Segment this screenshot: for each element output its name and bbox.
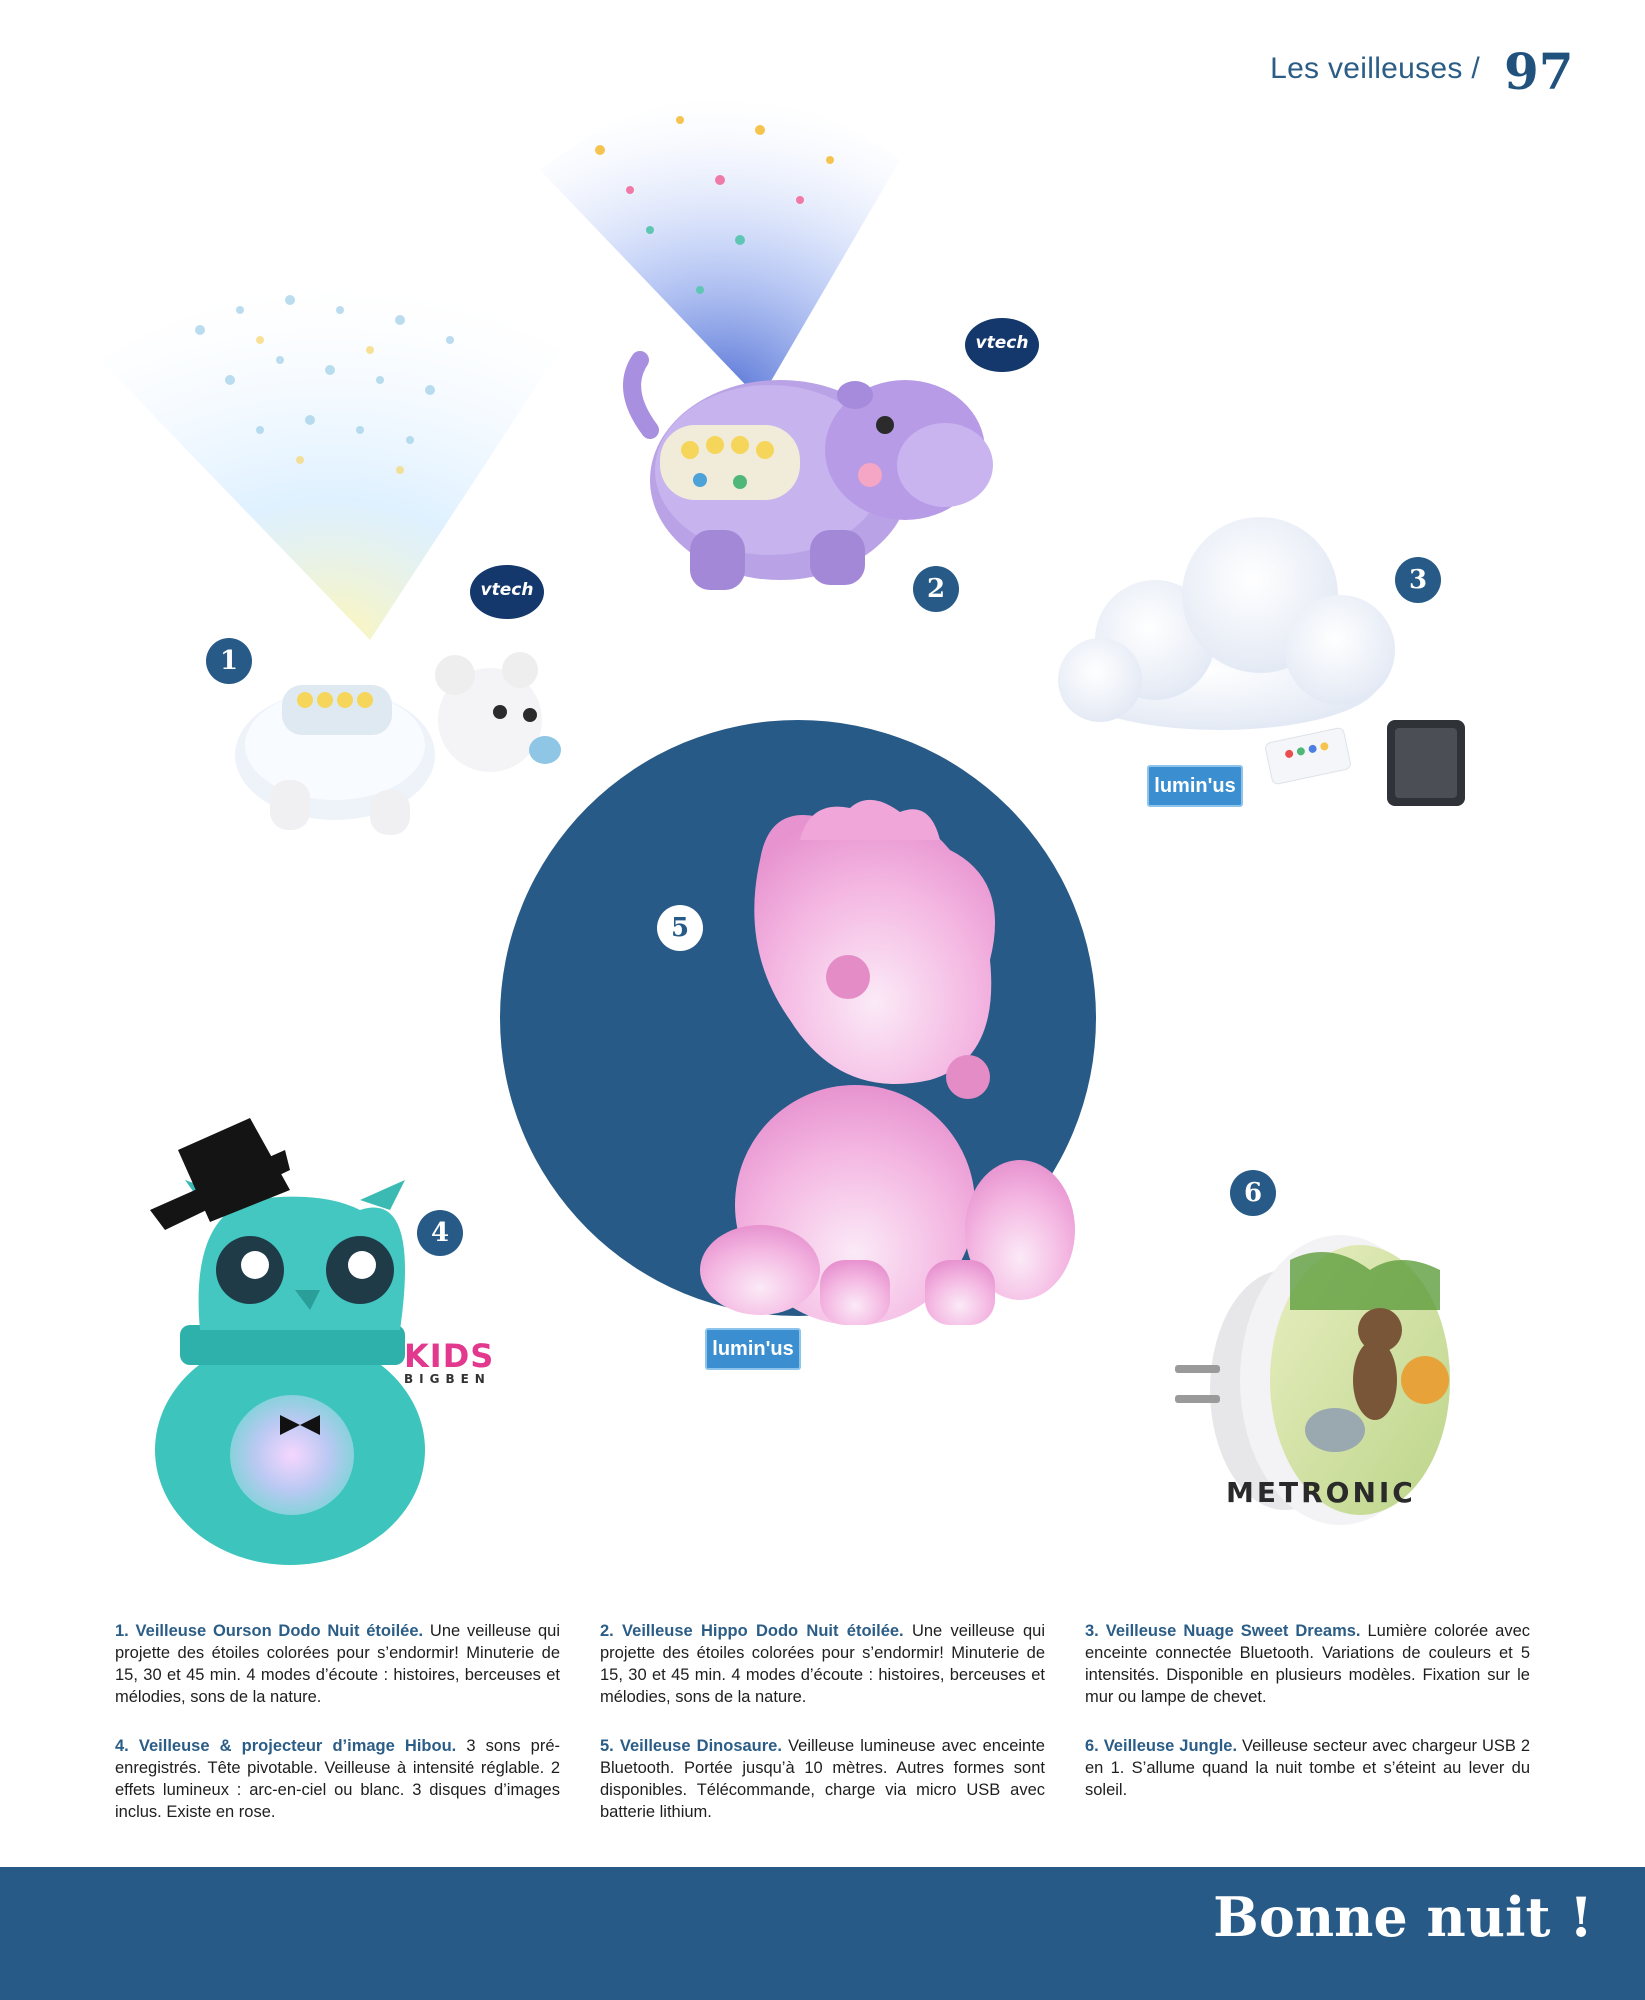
dinosaur-lamp-image	[500, 720, 1096, 1325]
product-text-3: Lumière colorée avec enceinte connectée Bluetooth. Variations de couleurs et 5 intensités. Disponible en plusieurs modèles. Fixation sur le mur ou lampe de chevet.	[1085, 1622, 1531, 1706]
product-description-5	[600, 1735, 1045, 1823]
product-description-6	[1085, 1735, 1530, 1801]
product-text-4: 3 sons pré-enregistrés. Tête pivotable. Veilleuse à intensité réglable. 2 effets lumineux : arc-en-ciel ou blanc. 3 disques d’images inclus. Existe en rose.	[115, 1737, 560, 1821]
product-title-2: 2. Veilleuse Hippo Dodo Nuit étoilée.	[600, 1622, 904, 1640]
product-title-3: 3. Veilleuse Nuage Sweet Dreams.	[1085, 1622, 1361, 1640]
product-title-4: 4. Veilleuse & projecteur d’image Hibou.	[115, 1737, 457, 1755]
footer-tagline: Bonne nuit !	[1213, 1885, 1593, 1949]
section-title: Les veilleuses /	[1270, 52, 1480, 85]
product-number-5: 5	[657, 905, 703, 951]
kids-logo-text: KIDS	[404, 1337, 495, 1375]
vtech-logo-1: vtech	[470, 565, 544, 619]
product-description-2	[600, 1620, 1045, 1708]
product-number-2: 2	[913, 566, 959, 612]
product-number-6: 6	[1230, 1170, 1276, 1216]
lumin-logo-5: lumin'us	[705, 1328, 801, 1370]
lumin-logo-3: lumin'us	[1147, 765, 1243, 807]
hippo-projector-image	[540, 97, 993, 590]
kids-bigben-logo	[404, 1337, 495, 1386]
product-title-6: 6. Veilleuse Jungle.	[1085, 1737, 1238, 1755]
product-description-3	[1085, 1620, 1530, 1708]
product-text-6: Veilleuse secteur avec chargeur USB 2 en 1. S’allume quand la nuit tombe et s’éteint au lever du soleil.	[1085, 1737, 1530, 1799]
metronic-logo: METRONIC	[1226, 1476, 1416, 1509]
product-title-1: 1. Veilleuse Ourson Dodo Nuit étoilée.	[115, 1622, 424, 1640]
product-text-1: Une veilleuse qui projette des étoiles colorées pour s’endormir! Minuterie de 15, 30 et 45 min. 4 modes d’écoute : histoires, berceuses et mélodies, sons de la nature.	[115, 1622, 560, 1706]
page-number: 97	[1504, 42, 1574, 101]
product-text-5: Veilleuse lumineuse avec enceinte Bluetooth. Portée jusqu’à 10 mètres. Autres formes sont disponibles. Télécommande, charge via micro USB avec batterie lithium.	[600, 1737, 1045, 1821]
product-title-5: 5. Veilleuse Dinosaure.	[600, 1737, 782, 1755]
product-description-4	[115, 1735, 560, 1823]
bigben-logo-text: BIGBEN	[404, 1372, 491, 1386]
vtech-logo-2: vtech	[965, 318, 1039, 372]
product-number-1: 1	[206, 638, 252, 684]
owl-projector-image	[150, 1118, 425, 1565]
product-description-1	[115, 1620, 560, 1708]
product-text-2: Une veilleuse qui projette des étoiles colorées pour s’endormir! Minuterie de 15, 30 et 45 min. 4 modes d’écoute : histoires, berceuses et mélodies, sons de la nature.	[600, 1622, 1045, 1706]
bear-projector-image	[100, 287, 561, 835]
product-number-3: 3	[1395, 557, 1441, 603]
product-number-4: 4	[417, 1210, 463, 1256]
